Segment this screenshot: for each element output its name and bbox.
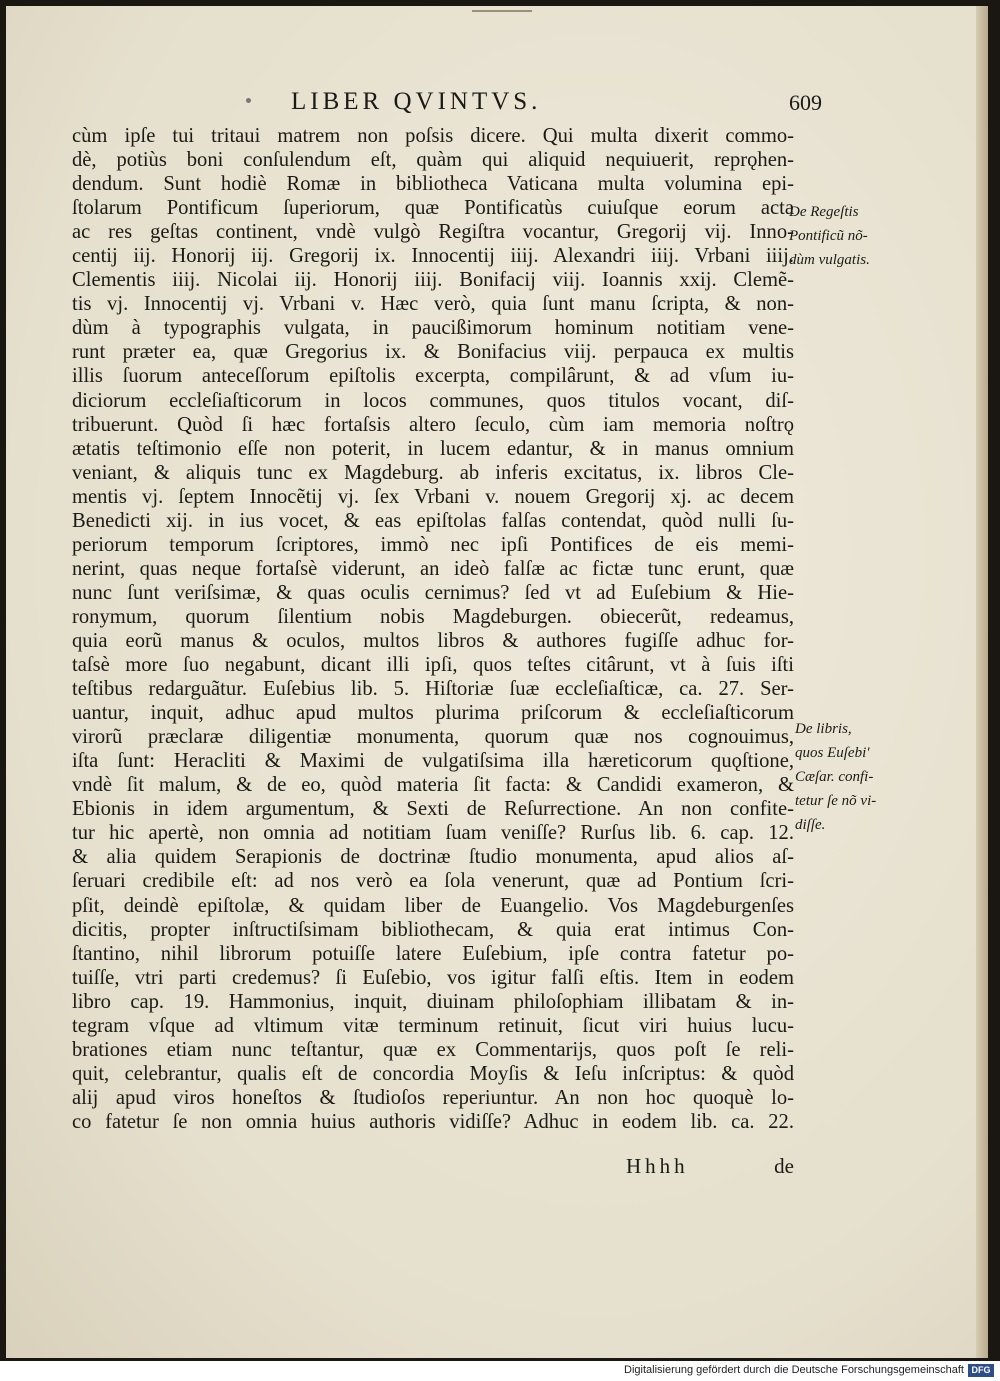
marginal-note-line: tetur ſe nõ vi- xyxy=(795,793,877,809)
text-line: vndè ſit malum, & de eo, quòd materia ſit facta: & Candidi exameron, & xyxy=(72,774,794,797)
text-line: tis vj. Innocentij vj. Vrbani v. Hæc verò, quia ſunt manu ſcripta, & non- xyxy=(72,293,794,316)
text-line: tegram vſque ad vltimum vitæ terminum retinuit, ſicut viri huius lucu- xyxy=(72,1014,794,1037)
dfg-logo: DFG xyxy=(968,1364,994,1377)
text-line: tribuerunt. Quòd ſi hæc fortaſsis altero ſeculo, cùm iam memoria noſtrǫ xyxy=(72,413,794,436)
marginal-note-line: dùm vulgatis. xyxy=(789,252,870,268)
text-line: pſit, deindè epiſtolæ, & quidam liber de Euangelio. Vos Magdeburgenſes xyxy=(72,894,794,917)
text-line: ſeruari credibile eſt: ad nos verò ea ſola venerunt, quæ ad Pontium ſcri- xyxy=(72,870,794,893)
text-line: brationes etiam nunc teſtantur, quæ ex Commentarijs, quos poſt ſe reli- xyxy=(72,1038,794,1061)
top-edge-mark xyxy=(472,10,532,12)
page-edge-shadow xyxy=(976,6,988,1358)
marginal-note-line: De Regeſtis xyxy=(789,204,859,220)
page-number: 609 xyxy=(789,90,822,115)
text-line: dendum. Sunt hodiè Romæ in bibliotheca Vaticana multa volumina epi- xyxy=(72,173,794,196)
text-line: quit, celebrantur, qualis eſt de concordia Moyſis & Ieſu inſcriptus: & quòd xyxy=(72,1062,794,1085)
text-line: tur hic apertè, non omnia ad notitiam ſuam veniſſe? Rurſus lib. 6. cap. 12. xyxy=(72,822,794,845)
text-line: illis ſuorum anteceſſorum epiſtolis excerpta, compilârunt, & ad vſum iu- xyxy=(72,365,794,388)
text-line: quia eorũ manus & oculos, multos libros & authores fugiſſe adhuc for- xyxy=(72,629,794,652)
text-line: ſtantino, nihil librorum potuiſſe latere Euſebium, ipſe contra fatetur po- xyxy=(72,942,794,965)
marginal-note-eusebius xyxy=(795,717,876,837)
text-line: taſsè more ſuo negabunt, dicant illi ipſi, quos teſtes citârunt, vt à ſuis iſti xyxy=(72,654,794,677)
text-line: Ebionis in idem argumentum, & Sexti de Reſurrectione. An non confite- xyxy=(72,798,794,821)
text-line: cùm ipſe tui tritaui matrem non poſsis dicere. Qui multa dixerit commo- xyxy=(72,125,794,147)
text-line: diciorum eccleſiaſticorum in locos communes, quos titulos vocant, diſ- xyxy=(72,389,794,412)
text-line: runt præter ea, quæ Gregorius ix. & Bonifacius viij. perpauca ex multis xyxy=(72,341,794,364)
book-page xyxy=(6,6,988,1358)
funding-credit: Digitalisierung gefördert durch die Deutsche Forschungsgemeinschaft xyxy=(624,1364,964,1376)
text-line: dè, potiùs boni conſulendum eſt, quàm qui aliquid nequiuerit, reprǫhen- xyxy=(72,149,794,172)
marginal-note-line: quos Euſebi' xyxy=(795,745,870,761)
text-line: teſtibus redarguãtur. Euſebius lib. 5. Hiſtoriæ ſuæ eccleſiaſticæ, ca. 27. Ser- xyxy=(72,678,794,701)
marginal-note-line: De libris, xyxy=(795,721,852,737)
marginal-note-line: diſſe. xyxy=(795,817,826,833)
text-line: virorũ præclaræ diligentiæ monumenta, quorum quæ nos cognouimus, xyxy=(72,726,794,749)
text-line: alij apud viros honeſtos & ſtudioſos reperiuntur. An non hoc quoquè lo- xyxy=(72,1086,794,1109)
text-line: veniant, & aliquis tunc ex Magdeburg. ab inferis excitatus, ix. libros Cle- xyxy=(72,461,794,484)
marginal-note-line: Cæſar. confi- xyxy=(795,769,874,785)
text-line: Benedicti xij. in ius vocet, & eas epiſtolas falſas contendat, quòd nulli ſu- xyxy=(72,509,794,532)
signature-mark: Hhhh xyxy=(626,1154,689,1178)
catchword: de xyxy=(774,1154,794,1178)
text-line: ſtolarum Pontificum ſuperiorum, quæ Pontificatùs cuiuſque eorum acta xyxy=(72,197,794,220)
text-line: dicitis, propter inſtructiſsimam bibliothecam, & quia erat intimus Con- xyxy=(72,918,794,941)
text-line: ronymum, quorum ſilentium nobis Magdeburgen. obiecerũt, redeamus, xyxy=(72,605,794,628)
head-ornament xyxy=(246,98,251,103)
marginal-note-registers xyxy=(789,200,870,272)
text-line: centij iij. Honorij iij. Gregorij ix. Innocentij iiij. Alexandri iiij. Vrbani iiij. xyxy=(72,245,794,268)
text-line: periorum temporum ſcriptores, immò nec ipſi Pontifices de eis memi- xyxy=(72,533,794,556)
text-line: ætatis teſtimonio eſſe non poterit, in lucem edantur, & in manus omnium xyxy=(72,437,794,460)
text-line: ac res geſtas continent, vndè vulgò Regiſtra vocantur, Gregorij vij. Inno- xyxy=(72,221,794,244)
text-line: co fatetur ſe non omnia huius authoris vidiſſe? Adhuc in eodem lib. ca. 22. xyxy=(72,1110,794,1133)
text-line: mentis vj. ſeptem Innocẽtij vj. ſex Vrbani v. nouem Gregorij xj. ac decem xyxy=(72,485,794,508)
digitization-footer xyxy=(0,1361,1000,1381)
text-line: iſta ſunt: Heracliti & Maximi de vulgatiſsima illa hæreticorum quǫſtione, xyxy=(72,750,794,773)
text-line: nerint, quas neque fortaſsè viderunt, an ideò falſæ ac fictæ tunc erunt, quæ xyxy=(72,557,794,580)
marginal-note-line: Pontificũ nõ- xyxy=(789,228,868,244)
text-line: uantur, inquit, adhuc apud multos plurima priſcorum & eccleſiaſticorum xyxy=(72,702,794,725)
text-line: & alia quidem Serapionis de doctrinæ ſtudio monumenta, apud alios aſ- xyxy=(72,846,794,869)
running-head: LIBER QVINTVS. xyxy=(291,88,542,115)
text-line: Clementis iiij. Nicolai iij. Honorij iiij. Bonifacij viij. Ioannis xxij. Clemẽ- xyxy=(72,269,794,292)
text-line: tuiſſe, vtri parti credemus? ſi Euſebio, vos igitur falſi eſtis. Item in eodem xyxy=(72,966,794,989)
text-line: libro cap. 19. Hammonius, inquit, diuinam philoſophiam illibatam & in- xyxy=(72,990,794,1013)
text-line: dùm à typographis vulgata, in paucißimorum hominum notitiam vene- xyxy=(72,317,794,340)
main-text-block xyxy=(72,124,794,1134)
text-line: nunc ſunt veriſsimæ, & quas oculis cernimus? ſed vt ad Euſebium & Hie- xyxy=(72,581,794,604)
